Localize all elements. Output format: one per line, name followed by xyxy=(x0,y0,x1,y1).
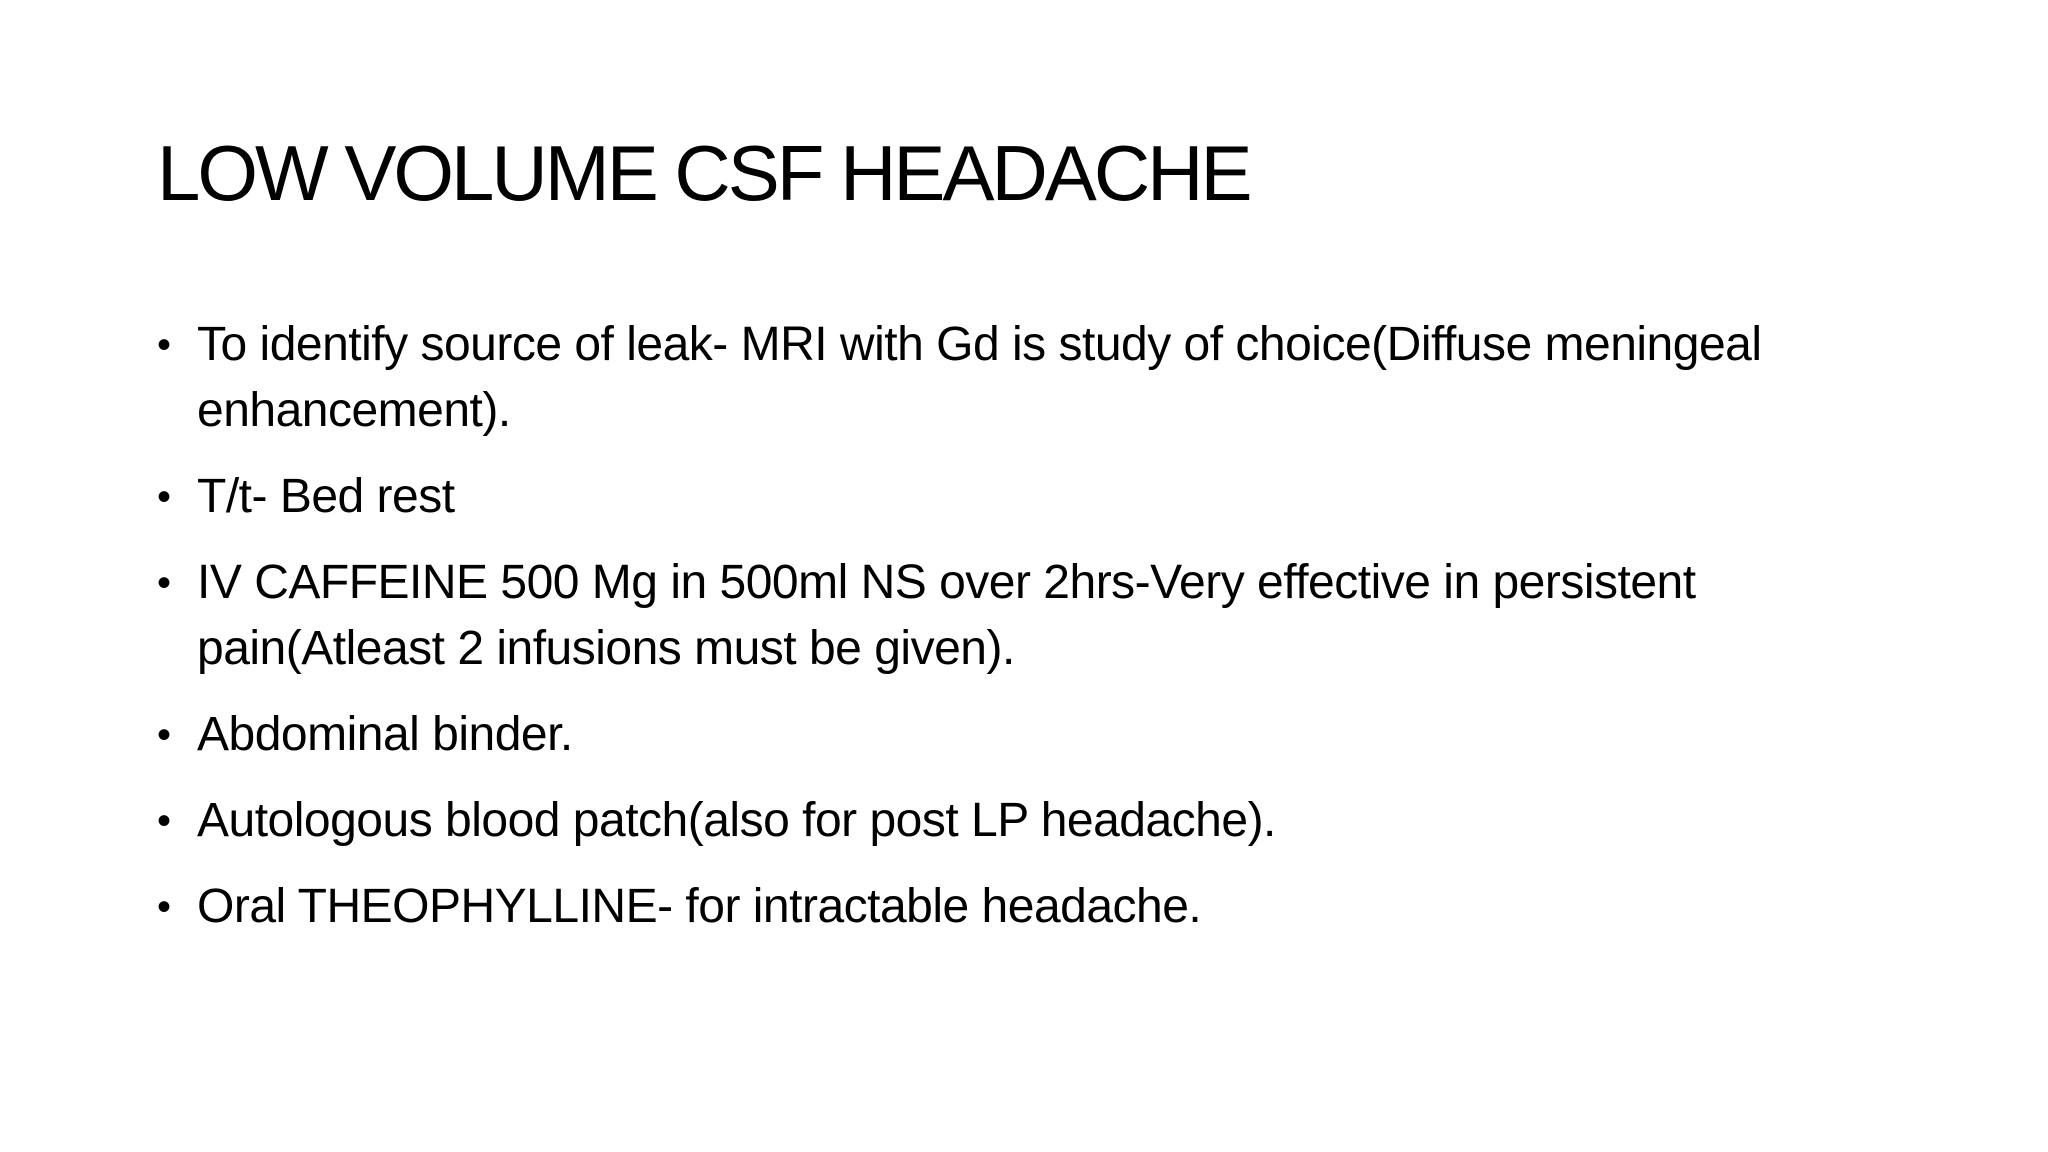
bullet-text: T/t- Bed rest xyxy=(197,470,455,523)
bullet-marker: • xyxy=(157,713,171,757)
bullet-item xyxy=(157,788,1907,854)
bullet-text: Oral THEOPHYLLINE- for intractable headache. xyxy=(197,880,1202,933)
slide-title: LOW VOLUME CSF HEADACHE xyxy=(157,129,1250,217)
bullet-text: Autologous blood patch(also for post LP headache). xyxy=(197,794,1276,847)
bullet-marker: • xyxy=(157,799,171,843)
bullet-marker: • xyxy=(157,561,171,605)
bullet-marker: • xyxy=(157,475,171,519)
bullet-text: IV CAFFEINE 500 Mg in 500ml NS over 2hrs-Very effective in persistent pain(Atleast 2 infusions must be given). xyxy=(197,556,1696,675)
bullet-list xyxy=(157,312,1907,960)
bullet-item xyxy=(157,464,1907,530)
bullet-text: Abdominal binder. xyxy=(197,708,573,761)
bullet-text: To identify source of leak- MRI with Gd is study of choice(Diffuse meningeal enhancement). xyxy=(197,318,1762,437)
bullet-item xyxy=(157,550,1907,682)
bullet-marker: • xyxy=(157,885,171,929)
bullet-item xyxy=(157,702,1907,768)
bullet-item xyxy=(157,874,1907,940)
bullet-item xyxy=(157,312,1907,444)
bullet-marker: • xyxy=(157,323,171,367)
